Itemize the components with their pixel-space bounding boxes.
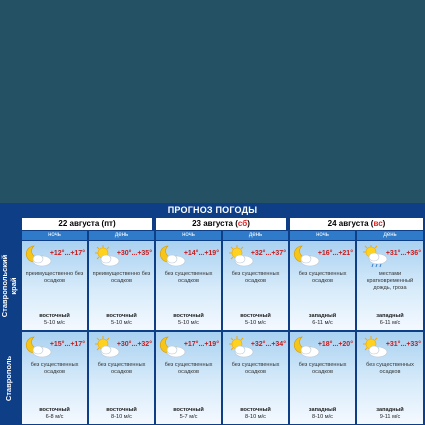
wind-speed: 5-10 м/с (111, 320, 132, 326)
period-night: ночь (290, 231, 355, 240)
day-header-3: 24 августа (вс) (290, 218, 423, 230)
wind-direction: западный (376, 313, 404, 319)
wind-speed: 6-11 м/с (312, 320, 333, 326)
temperature: +30°...+32° (116, 341, 152, 348)
temperature: +15°...+17° (49, 341, 85, 348)
temperature: +31°...+33° (385, 341, 421, 348)
day-header-1: 22 августа (пт) (22, 218, 152, 230)
forecast-cell (89, 332, 154, 424)
forecast-cell (290, 241, 355, 330)
day-date: 24 августа (327, 219, 369, 228)
wind-direction: восточный (173, 407, 204, 413)
weather-description: без существенных осадков (231, 271, 280, 284)
wind-info (290, 313, 355, 327)
period-day: день (223, 231, 288, 240)
wind-direction: восточный (240, 407, 271, 413)
day-weekday: пт (104, 219, 113, 228)
wind-speed: 5-10 м/с (245, 320, 266, 326)
weather-forecast-table (0, 203, 425, 425)
forecast-cell (22, 241, 87, 330)
wind-speed: 8-10 м/с (312, 414, 333, 420)
temperature: +32°...+34° (250, 341, 286, 348)
forecast-title: ПРОГНОЗ ПОГОДЫ (167, 205, 258, 215)
temperature: +16°...+21° (317, 250, 353, 257)
temperature: +30°...+35° (116, 250, 152, 257)
region-label-krai (0, 241, 18, 330)
weather-description: без существенных осадков (231, 362, 280, 375)
wind-info (156, 313, 221, 327)
day-date: 22 августа (58, 219, 100, 228)
wind-direction: западный (308, 313, 337, 319)
day-weekday: сб (237, 219, 248, 228)
wind-direction: восточный (39, 313, 70, 319)
forecast-cell (156, 241, 221, 330)
wind-info (223, 313, 288, 327)
wind-direction: восточный (39, 407, 70, 413)
wind-info (156, 407, 221, 421)
temperature: +18°...+20° (317, 341, 353, 348)
weather-description: без существенных осадков (30, 362, 79, 375)
region-label-city (0, 332, 18, 424)
day-header-2: 23 августа (сб) (156, 218, 286, 230)
wind-info (290, 407, 355, 421)
forecast-cell (223, 241, 288, 330)
forecast-cell (290, 332, 355, 424)
period-day: день (357, 231, 423, 240)
weather-description: преимущественно без осадков (25, 271, 84, 284)
wind-speed: 8-10 м/с (245, 414, 266, 420)
forecast-cell (22, 332, 87, 424)
wind-info (223, 407, 288, 421)
weather-description: без существенных осадков (298, 271, 347, 284)
weather-description: без существенных осадков (164, 362, 213, 375)
period-night: ночь (22, 231, 87, 240)
wind-speed: 5-10 м/с (44, 320, 65, 326)
wind-direction: восточный (240, 313, 271, 319)
wind-speed: 5-7 м/с (179, 414, 198, 420)
wind-info (22, 407, 87, 421)
wind-direction: восточный (106, 313, 137, 319)
temperature: +12°...+17° (49, 250, 85, 257)
region-name: Ставрополь (4, 355, 14, 401)
period-day: день (89, 231, 154, 240)
wind-direction: восточный (106, 407, 137, 413)
wind-info (89, 313, 154, 327)
wind-direction: западный (308, 407, 337, 413)
wind-info (89, 407, 154, 421)
day-date: 23 августа (192, 219, 233, 228)
forecast-cell (357, 332, 423, 424)
temperature: +31°...+36° (385, 250, 421, 257)
weather-description: без существенных осадков (366, 362, 414, 375)
wind-direction: восточный (173, 313, 204, 319)
wind-speed: 6-8 м/с (45, 414, 64, 420)
sun-cloud-icon (359, 335, 389, 359)
day-weekday: вс (373, 219, 383, 228)
forecast-cell (357, 241, 423, 330)
weather-description: без существенных осадков (97, 362, 146, 375)
wind-info (22, 313, 87, 327)
wind-speed: 5-10 м/с (178, 320, 199, 326)
weather-description: без существенных осадков (298, 362, 347, 375)
forecast-cell (223, 332, 288, 424)
wind-info (357, 313, 423, 327)
wind-direction: западный (376, 407, 404, 413)
region-name: Ставропольский край (0, 254, 19, 317)
wind-speed: 6-11 м/с (379, 320, 401, 326)
wind-speed: 8-10 м/с (111, 414, 132, 420)
sun-cloud-rain-icon (359, 244, 389, 268)
forecast-cell (89, 241, 154, 330)
wind-speed: 9-11 м/с (379, 414, 401, 420)
period-night: ночь (156, 231, 221, 240)
weather-description: преимущественно без осадков (92, 271, 151, 284)
top-background-band (0, 0, 425, 203)
weather-description: местами кратковременный дождь, гроза (366, 271, 414, 291)
forecast-cell (156, 332, 221, 424)
wind-info (357, 407, 423, 421)
temperature: +32°...+37° (250, 250, 286, 257)
weather-description: без существенных осадков (164, 271, 213, 284)
temperature: +14°...+19° (183, 250, 219, 257)
temperature: +17°...+19° (183, 341, 219, 348)
